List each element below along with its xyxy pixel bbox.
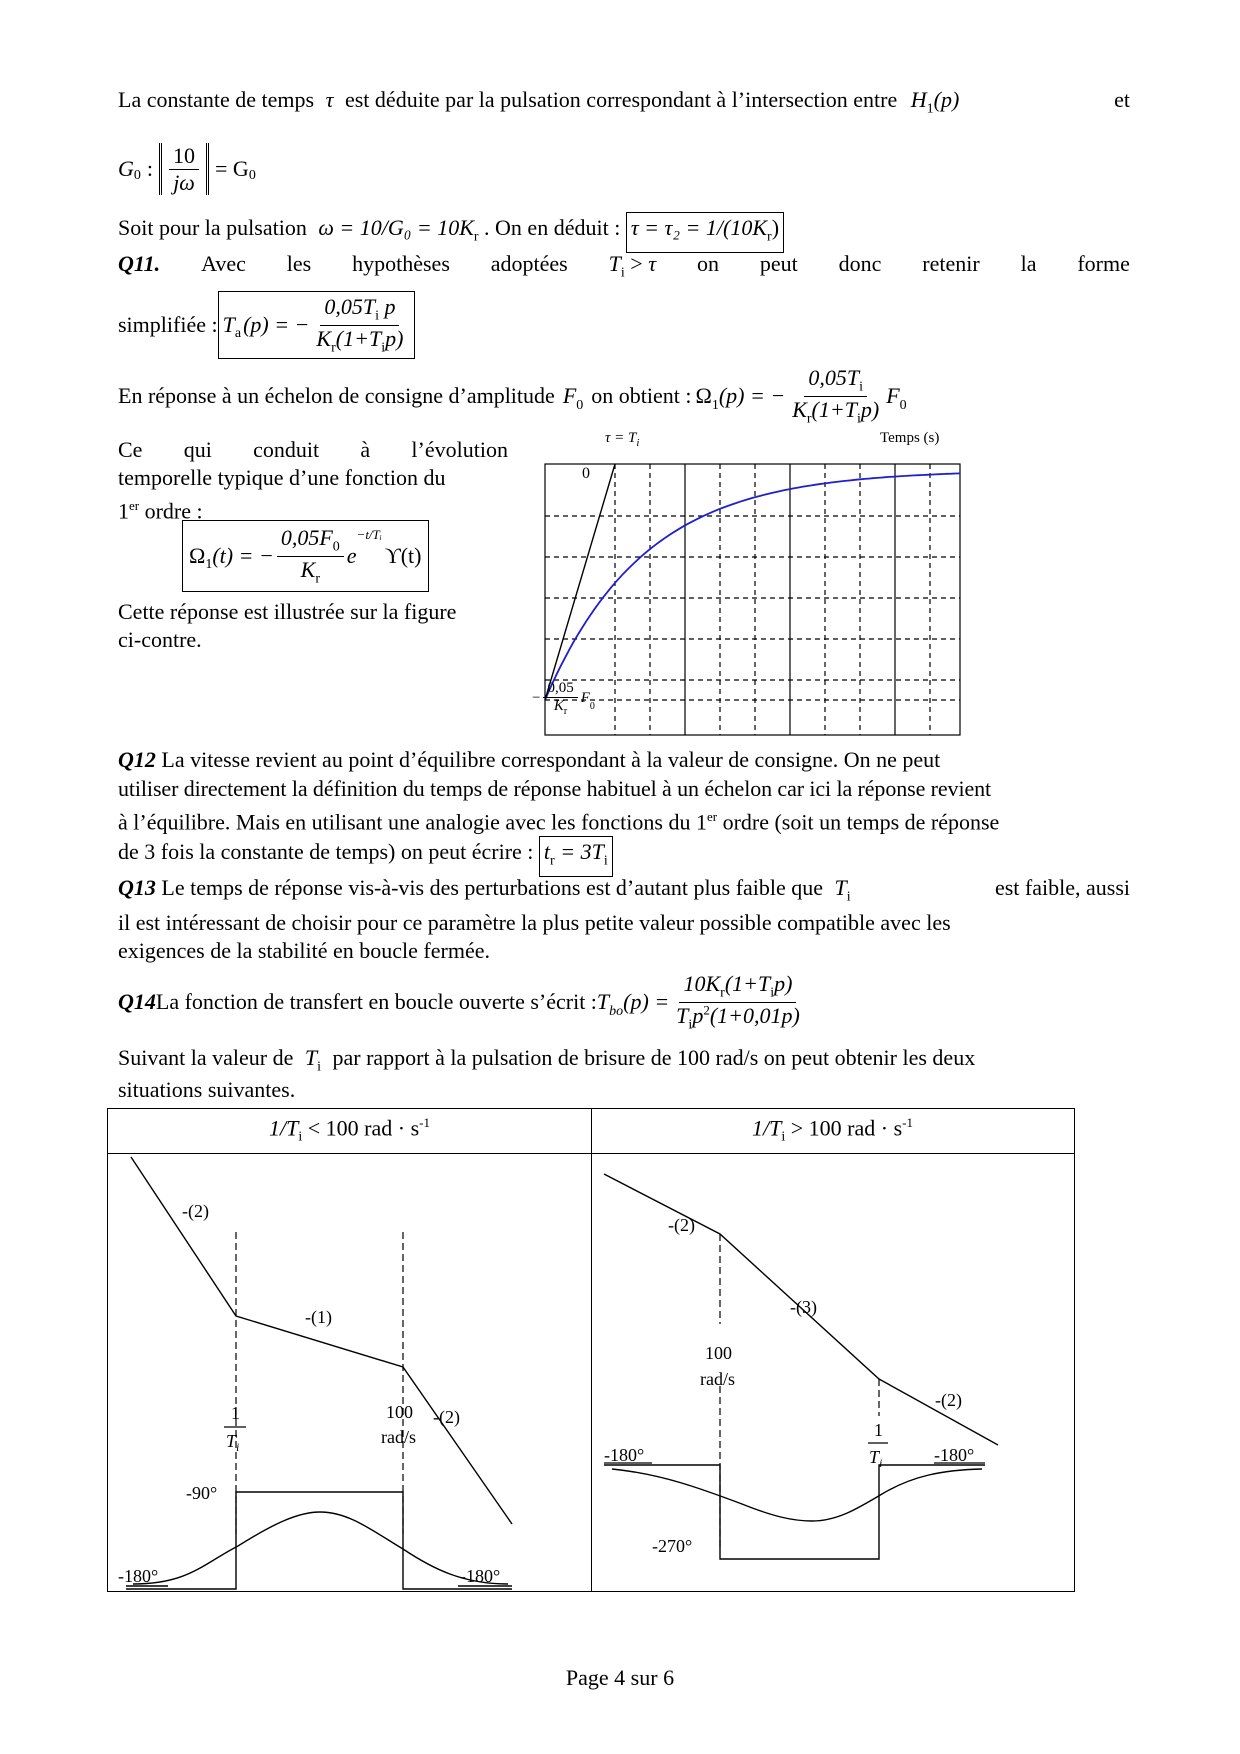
tau-label-sub: i	[636, 437, 640, 449]
f: F	[562, 383, 577, 408]
line-situations: situations suivantes.	[118, 1077, 296, 1102]
k: K	[792, 396, 807, 422]
num-a: 10K	[683, 971, 721, 997]
sub-i: i	[688, 1016, 693, 1032]
num-p: (1+T	[724, 971, 771, 997]
sub-i: i	[375, 308, 379, 324]
den	[297, 557, 324, 587]
q13-line2: il est intéressant de choisir pour ce paramètre la plus petite valeur possible compatible avec les	[118, 910, 951, 935]
tangent-line	[545, 464, 615, 700]
f: F	[886, 383, 900, 408]
word: à	[360, 437, 371, 462]
text-span: Le temps de réponse vis-à-vis des perturbations est d’autant plus faible que	[155, 875, 824, 900]
word: l’évolution	[411, 437, 508, 462]
left-para-line4: Cette réponse est illustrée sur la figure	[118, 599, 457, 624]
text-span: est faible, aussi	[994, 875, 1130, 900]
phase-label: -180°	[934, 1445, 975, 1465]
break-frac-den	[869, 1447, 882, 1470]
left-para-line1	[118, 436, 508, 464]
rads-label: rad/s	[700, 1369, 735, 1389]
tau-label	[605, 430, 639, 449]
sub-r: r	[315, 570, 320, 586]
num	[804, 365, 867, 396]
omega-fraction	[788, 365, 883, 427]
word: hypothèses	[352, 251, 450, 276]
text-span: on obtient :	[591, 383, 692, 408]
h-sub: 1	[926, 101, 934, 117]
sub-r: r	[550, 853, 555, 869]
q12-label: Q12	[118, 747, 156, 772]
sub-0: 0	[576, 398, 584, 413]
word: on	[696, 251, 719, 276]
line-tau-intro	[118, 86, 1130, 123]
line-step-response	[118, 360, 907, 432]
sub-i: i	[236, 1440, 240, 1454]
exponent: −t/Tᵢ	[356, 527, 382, 542]
t: T	[676, 1002, 689, 1028]
text-span: par rapport à la pulsation de brisure de 100 rad/s on peut obtenir les deux	[332, 1045, 976, 1070]
h1-symbol	[910, 87, 960, 117]
text-span: La fonction de transfert en boucle ouverte s’écrit :	[155, 989, 597, 1014]
text-span: à l’équilibre. Mais en utilisant une analogie avec les fonctions du 1	[118, 809, 707, 835]
symbol-tau: τ	[325, 87, 334, 112]
q13-line3: exigences de la stabilité en boucle fermée.	[118, 938, 490, 963]
q14-label: Q14	[118, 989, 156, 1014]
tau-label-text: τ = T	[605, 430, 637, 446]
omega-formula: ω = 10/G₀ = 10K	[318, 215, 474, 240]
num	[679, 971, 796, 1002]
ta-fraction	[312, 294, 407, 356]
g0-sub: 0	[133, 168, 141, 183]
phase-asymptote	[126, 1492, 512, 1589]
sub-0: 0	[899, 398, 907, 413]
q12-line1	[118, 746, 1130, 774]
chart-frame	[545, 464, 960, 735]
sub-i: i	[603, 853, 608, 869]
eq-g0: = G	[215, 156, 249, 181]
text-span: Soit pour la pulsation	[118, 215, 307, 240]
arg: (p) = −	[243, 312, 310, 337]
sub-1: 1	[711, 398, 719, 413]
h-letter: H	[910, 87, 927, 112]
phase-label: -180°	[604, 1445, 645, 1465]
text-span: > 100 rad · s	[785, 1115, 903, 1141]
word: les	[286, 251, 312, 276]
word: Avec	[201, 251, 246, 276]
text-span: La constante de temps	[118, 87, 315, 112]
step-fn: ϒ(t)	[384, 543, 422, 568]
t: T	[304, 1045, 318, 1070]
paren: )	[771, 215, 780, 240]
phase-curve	[133, 1512, 508, 1584]
sub-a: a	[234, 325, 242, 341]
tbo-fraction	[672, 971, 804, 1033]
sub-r: r	[563, 706, 568, 718]
slope-label: -(2)	[433, 1407, 460, 1427]
t: t	[543, 839, 551, 864]
text-span: est déduite par la pulsation correspondant à l’intersection entre	[344, 87, 898, 112]
den	[788, 397, 883, 427]
ta-box	[218, 291, 416, 359]
tr-box	[539, 836, 613, 877]
q13-label: Q13	[118, 875, 156, 900]
num: 10	[169, 143, 199, 169]
colon: :	[146, 156, 154, 181]
minus: −	[532, 690, 541, 707]
chart-grid	[545, 464, 960, 735]
omega: Ω	[189, 543, 206, 568]
word: qui	[183, 437, 212, 462]
sup: -1	[419, 1115, 430, 1130]
den-end: (1+0,01p)	[709, 1002, 800, 1028]
q12-line3	[118, 803, 1130, 836]
arg: (p) =	[623, 989, 670, 1014]
omega: Ω	[695, 383, 712, 408]
exp-e: e	[346, 543, 357, 568]
t: T	[222, 312, 235, 337]
num-a: 0,05T	[808, 365, 860, 391]
word: la	[1020, 251, 1037, 276]
line-pulsation	[118, 212, 1130, 253]
bode-right	[592, 1154, 1074, 1591]
f: F	[580, 690, 590, 707]
tau: τ	[648, 251, 657, 276]
num-end: p)	[774, 971, 793, 997]
h-arg: (p)	[933, 87, 960, 112]
word: adoptées	[490, 251, 568, 276]
text-span: ordre :	[139, 498, 203, 524]
t: T	[869, 1447, 880, 1467]
text-span: Suivant la valeur de	[118, 1045, 294, 1070]
slope-label: -(1)	[305, 1307, 332, 1327]
y-low-fraction	[543, 680, 577, 718]
den	[312, 326, 407, 356]
sub-i: i	[879, 1456, 883, 1470]
sub-i: i	[620, 265, 625, 281]
response-curve	[545, 473, 960, 700]
eq: = 3T	[554, 839, 604, 864]
sub-bo: bo	[609, 1004, 624, 1019]
time-axis-label: Temps (s)	[880, 430, 940, 446]
den-end: p)	[860, 396, 880, 422]
y-zero-label: 0	[582, 465, 590, 482]
q11-label: Q11.	[118, 251, 161, 276]
fraction-10-jw	[169, 143, 199, 195]
norm-bars	[159, 143, 209, 195]
sub-i: i	[298, 1129, 303, 1145]
g0-equation	[118, 136, 256, 202]
sub-r: r	[473, 229, 479, 245]
sub-0: 0	[589, 700, 595, 712]
sub-r: r	[806, 410, 812, 426]
eq-g0-sub: 0	[248, 168, 256, 183]
den-p: (1+T	[811, 396, 857, 422]
text-span: . On en déduit :	[484, 215, 621, 240]
sub-r: r	[767, 229, 772, 245]
ti-gt-tau	[609, 250, 656, 287]
sub-r: r	[720, 985, 725, 1001]
word: forme	[1077, 251, 1130, 276]
t: T	[226, 1431, 237, 1451]
q14-line	[118, 966, 807, 1038]
sup-er: er	[706, 809, 718, 824]
slope-label: -(2)	[668, 1215, 695, 1235]
phase-curve	[612, 1469, 982, 1521]
den	[550, 698, 571, 718]
t: T	[596, 989, 610, 1014]
tau-result: τ = τ₂ = 1/(10K	[630, 215, 768, 240]
t: T	[608, 251, 621, 276]
sub-i: i	[381, 339, 386, 355]
t: 1/T	[752, 1115, 782, 1141]
w100-label: 100	[386, 1402, 413, 1422]
q12-line4	[118, 836, 1130, 877]
header-right	[591, 1115, 1074, 1146]
text-et: et	[1114, 87, 1130, 112]
break-frac-den	[226, 1431, 239, 1454]
t: 1/T	[269, 1115, 299, 1141]
k: K	[553, 698, 564, 715]
slope-label: -(3)	[790, 1297, 817, 1317]
page-footer: Page 4 sur 6	[565, 1665, 675, 1690]
step-response-chart	[530, 430, 970, 738]
sub-r: r	[331, 339, 336, 355]
num-p: p	[378, 294, 396, 320]
den-end: p)	[385, 325, 404, 351]
text-span: 1	[118, 498, 129, 524]
line-q11	[118, 250, 1130, 287]
k: K	[316, 325, 332, 351]
word: donc	[838, 251, 882, 276]
num-a: 0,05F	[280, 525, 333, 551]
gt: >	[630, 251, 643, 276]
arg: (t) = −	[212, 543, 274, 568]
phase-label: -180°	[118, 1566, 159, 1586]
sub-i: i	[859, 379, 863, 395]
sub-1: 1	[205, 557, 213, 572]
den-p: (1+T	[335, 325, 382, 351]
response-fraction	[277, 525, 344, 587]
k: K	[300, 556, 316, 582]
text-span: de 3 fois la constante de temps) on peut écrire :	[118, 839, 534, 864]
text-span: La vitesse revient au point d’équilibre correspondant à la valeur de consigne. On ne peut	[155, 747, 941, 772]
y-low-label	[532, 680, 595, 718]
rads-label: rad/s	[381, 1427, 416, 1447]
g0: G	[118, 156, 134, 181]
num	[277, 525, 344, 556]
arg: (p) = −	[718, 383, 786, 408]
sub-0: 0	[332, 539, 340, 555]
q12-line2: utiliser directement la définition du temps de réponse habituel à un échelon car ici la réponse revient	[118, 776, 992, 801]
left-para-line2: temporelle typique d’une fonction du	[118, 465, 446, 490]
tau-result-box	[626, 212, 784, 253]
t: T	[834, 875, 847, 900]
sup-2: 2	[703, 1002, 710, 1018]
phase-label: -90°	[186, 1483, 218, 1503]
line-simplified	[118, 290, 415, 360]
word: Ce	[118, 437, 143, 462]
bode-left	[108, 1154, 591, 1591]
q13-line1	[118, 874, 1130, 911]
den	[672, 1003, 804, 1033]
w100-label: 100	[705, 1343, 732, 1363]
text-span: En réponse à un échelon de consigne d’amplitude	[118, 383, 555, 408]
response-box	[182, 520, 429, 592]
den: jω	[173, 169, 195, 195]
phase-label: -270°	[652, 1536, 693, 1556]
break-frac-num: 1	[874, 1420, 883, 1440]
word: retenir	[922, 251, 980, 276]
break-frac-num: 1	[231, 1403, 240, 1423]
text-span: < 100 rad · s	[302, 1115, 420, 1141]
sub-i: i	[781, 1129, 786, 1145]
sup-er: er	[129, 498, 140, 513]
num: 0,05	[543, 680, 577, 698]
sub-i: i	[317, 1059, 321, 1075]
phase-label: -180°	[460, 1566, 501, 1586]
left-para-line5: ci-contre.	[118, 627, 202, 652]
word: conduit	[253, 437, 320, 462]
sub-i: i	[770, 985, 775, 1001]
word: peut	[759, 251, 798, 276]
sub-i: i	[846, 889, 851, 905]
num-a: 0,05T	[324, 294, 376, 320]
p: p	[692, 1002, 704, 1028]
slope-label: -(2)	[182, 1201, 209, 1221]
sup: -1	[902, 1115, 913, 1130]
slope-label: -(2)	[935, 1390, 962, 1410]
text-span: ordre (soit un temps de réponse	[717, 809, 1000, 835]
header-left	[108, 1115, 591, 1146]
sub-i: i	[856, 410, 861, 426]
text-span: simplifiée :	[118, 312, 218, 337]
num	[320, 294, 399, 325]
bode-table	[107, 1108, 1075, 1592]
